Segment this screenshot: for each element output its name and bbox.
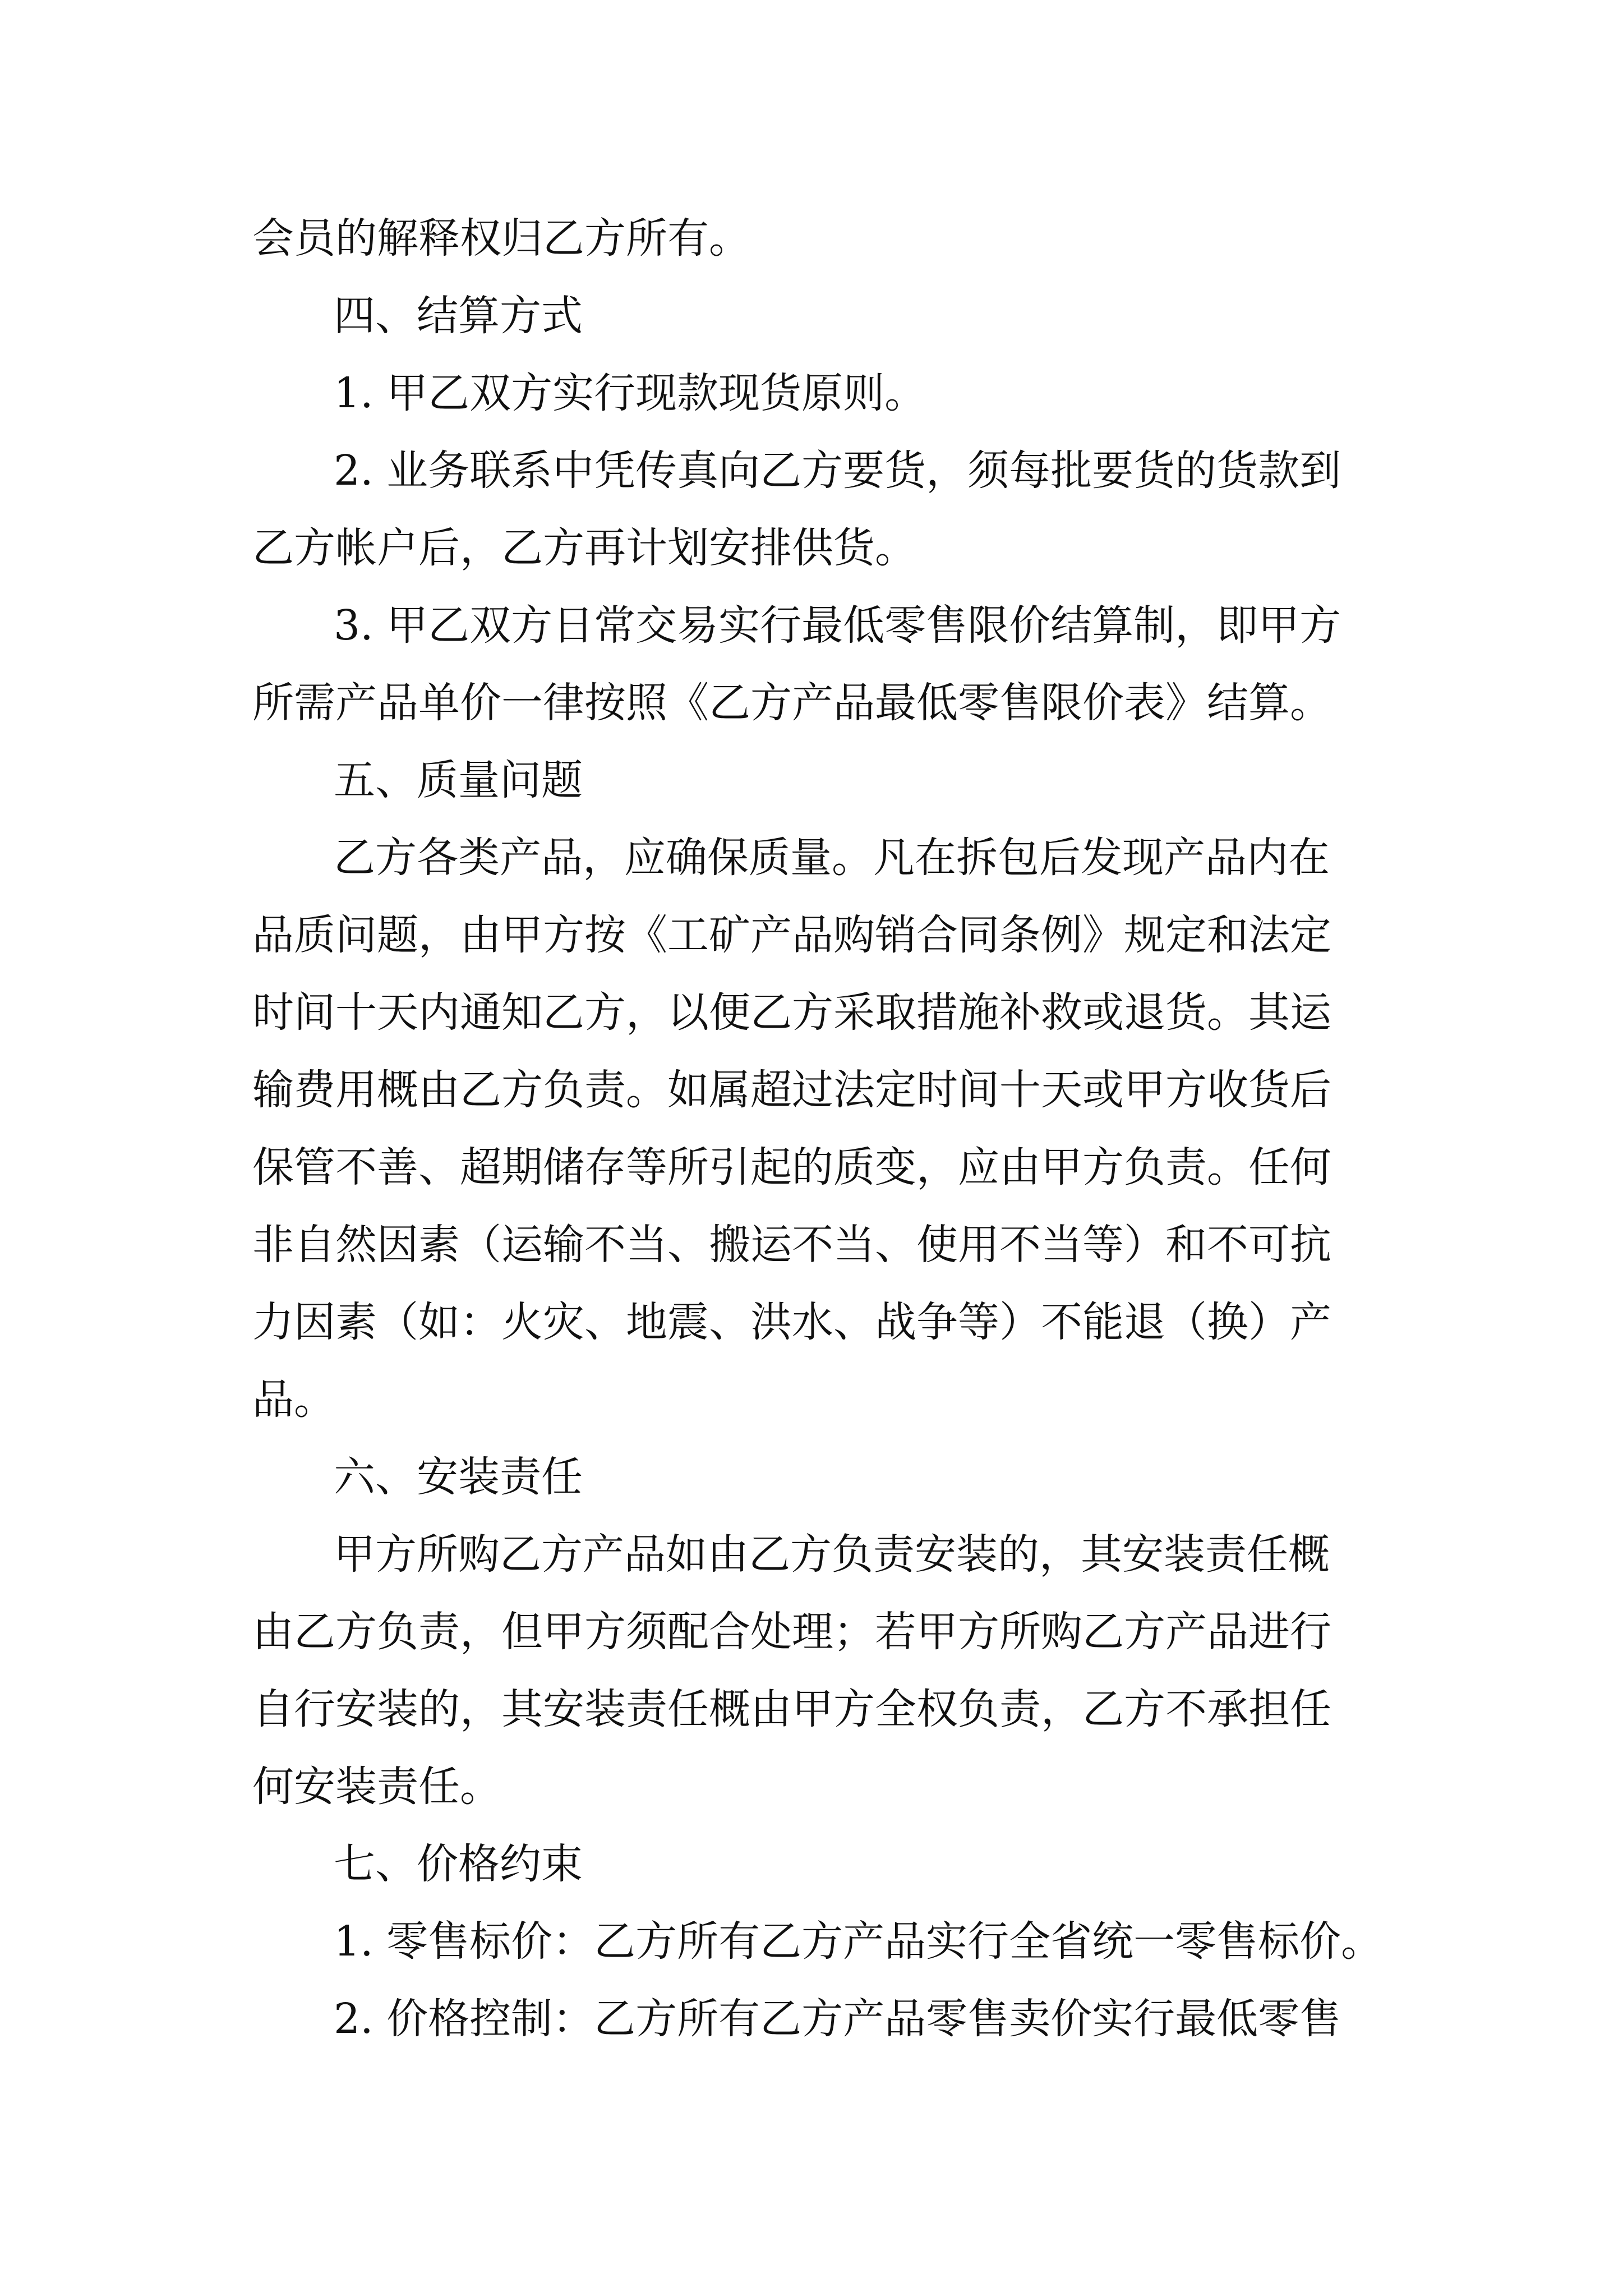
text-line: 乙方帐户后，乙方再计划安排供货。 (252, 524, 916, 572)
text-line: 非自然因素（运输不当、搬运不当、使用不当等）和不可抗 (252, 1221, 1331, 1269)
text-line: 1. 零售标价：乙方所有乙方产品实行全省统一零售标价。 (334, 1917, 1383, 1966)
text-line: 品。 (252, 1375, 335, 1424)
text-line: 输费用概由乙方负责。如属超过法定时间十天或甲方收货后 (252, 1066, 1331, 1114)
text-line: 甲方所购乙方产品如由乙方负责安装的，其安装责任概 (334, 1530, 1330, 1579)
text-line: 由乙方负责，但甲方须配合处理；若甲方所购乙方产品进行 (252, 1608, 1331, 1656)
text-line: 保管不善、超期储存等所引起的质变，应由甲方负责。任何 (252, 1143, 1331, 1191)
text-line: 2. 价格控制：乙方所有乙方产品零售卖价实行最低零售 (334, 1995, 1341, 2043)
text-line: 品质问题，由甲方按《工矿产品购销合同条例》规定和法定 (252, 911, 1331, 959)
text-line: 2. 业务联系中凭传真向乙方要货，须每批要货的货款到 (334, 447, 1341, 495)
text-line: 1. 甲乙双方实行现款现货原则。 (334, 369, 926, 417)
text-line: 乙方各类产品，应确保质量。凡在拆包后发现产品内在 (334, 834, 1330, 882)
text-line: 3. 甲乙双方日常交易实行最低零售限价结算制，即甲方 (334, 601, 1341, 650)
text-line: 力因素（如：火灾、地震、洪水、战争等）不能退（换）产 (252, 1298, 1331, 1346)
section-heading-price: 七、价格约束 (334, 1840, 583, 1888)
section-heading-quality: 五、质量问题 (334, 756, 583, 804)
section-heading-settlement: 四、结算方式 (334, 292, 583, 340)
text-line: 何安装责任。 (252, 1763, 501, 1811)
text-line: 所需产品单价一律按照《乙方产品最低零售限价表》结算。 (252, 679, 1331, 727)
text-line: 自行安装的，其安装责任概由甲方全权负责，乙方不承担任 (252, 1685, 1331, 1733)
text-line: 会员的解释权归乙方所有。 (252, 214, 750, 263)
text-line: 时间十天内通知乙方，以便乙方采取措施补救或退货。其运 (252, 988, 1331, 1037)
section-heading-installation: 六、安装责任 (334, 1453, 583, 1501)
